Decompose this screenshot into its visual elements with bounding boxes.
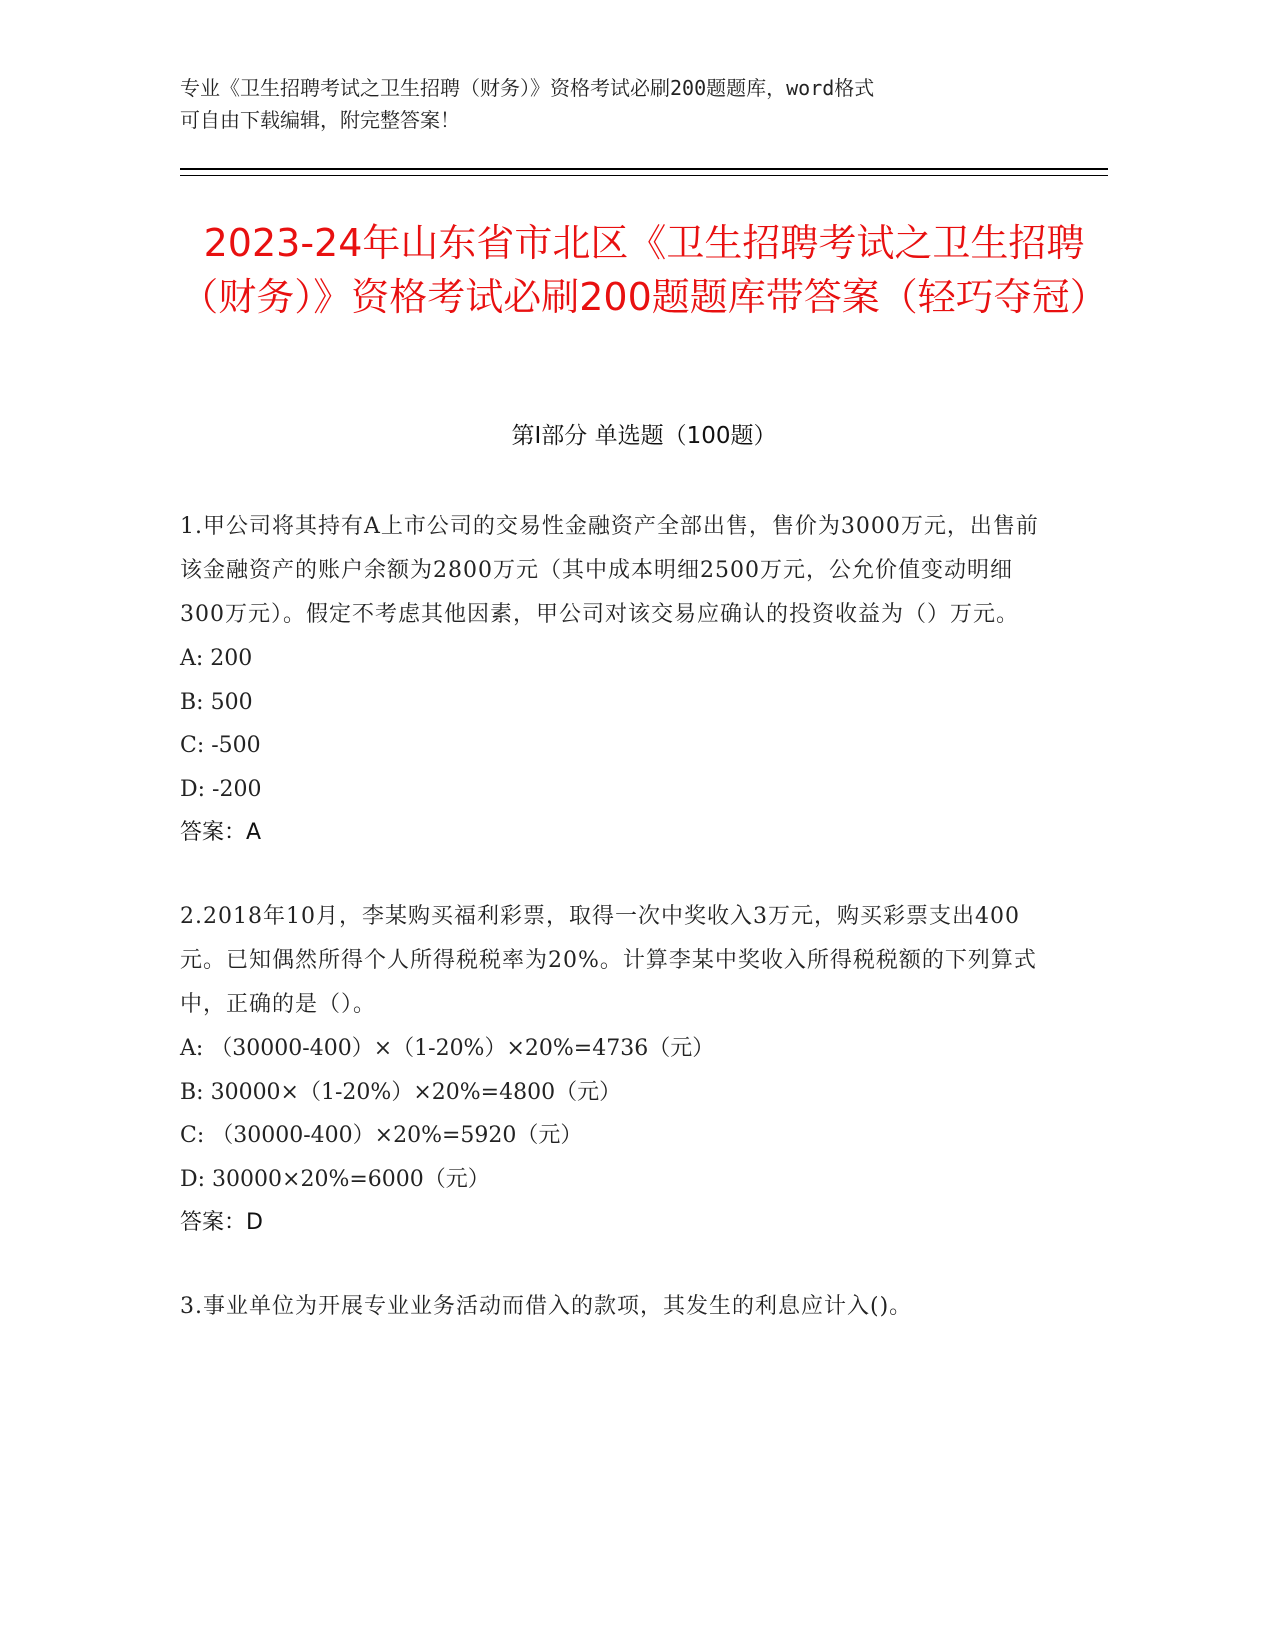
header-note bbox=[180, 72, 1030, 136]
header-divider-thin bbox=[180, 175, 1108, 176]
question-1 bbox=[180, 505, 1040, 855]
header-divider-thick bbox=[180, 168, 1108, 170]
section-title: 第Ⅰ部分 单选题（100题） bbox=[511, 423, 777, 449]
document-title: 2023-24年山东省市北区《卫生招聘考试之卫生招聘（财务）》资格考试必刷200题题库带答案（轻巧夺冠） bbox=[180, 221, 1108, 319]
question-stem: 3.事业单位为开展专业业务活动而借入的款项，其发生的利息应计入()。 bbox=[180, 1294, 913, 1319]
question-stem: 2.2018年10月，李某购买福利彩票，取得一次中奖收入3万元，购买彩票支出400元。已知偶然所得个人所得税税率为20%。计算李某中奖收入所得税税额的下列算式中，正确的是（）。 bbox=[180, 904, 1037, 1017]
option-b: B: 30000×（1-20%）×20%=4800（元） bbox=[180, 1079, 622, 1105]
option-c: C: （30000-400）×20%=5920（元） bbox=[180, 1123, 583, 1148]
question-stem: 1.甲公司将其持有A上市公司的交易性金融资产全部出售，售价为3000万元，出售前该金融资产的账户余额为2800万元（其中成本明细2500万元，公允价值变动明细300万元）。假定不考虑其他因素，甲公司对该交易应确认的投资收益为（）万元。 bbox=[180, 514, 1039, 627]
header-note-line-1: 专业《卫生招聘考试之卫生招聘（财务）》资格考试必刷200题题库，word格式 bbox=[180, 76, 875, 100]
option-b: B: 500 bbox=[180, 689, 253, 715]
answer: 答案：D bbox=[180, 1210, 263, 1235]
option-c: C: -500 bbox=[180, 733, 261, 758]
question-2 bbox=[180, 895, 1040, 1245]
option-a: A: （30000-400）×（1-20%）×20%=4736（元） bbox=[180, 1036, 715, 1061]
option-d: D: 30000×20%=6000（元） bbox=[180, 1166, 490, 1192]
question-list bbox=[180, 505, 1040, 1369]
option-a: A: 200 bbox=[180, 646, 253, 671]
option-d: D: -200 bbox=[180, 776, 262, 802]
question-3 bbox=[180, 1285, 1040, 1329]
header-note-line-2: 可自由下载编辑，附完整答案！ bbox=[180, 108, 460, 132]
answer: 答案：A bbox=[180, 820, 262, 845]
